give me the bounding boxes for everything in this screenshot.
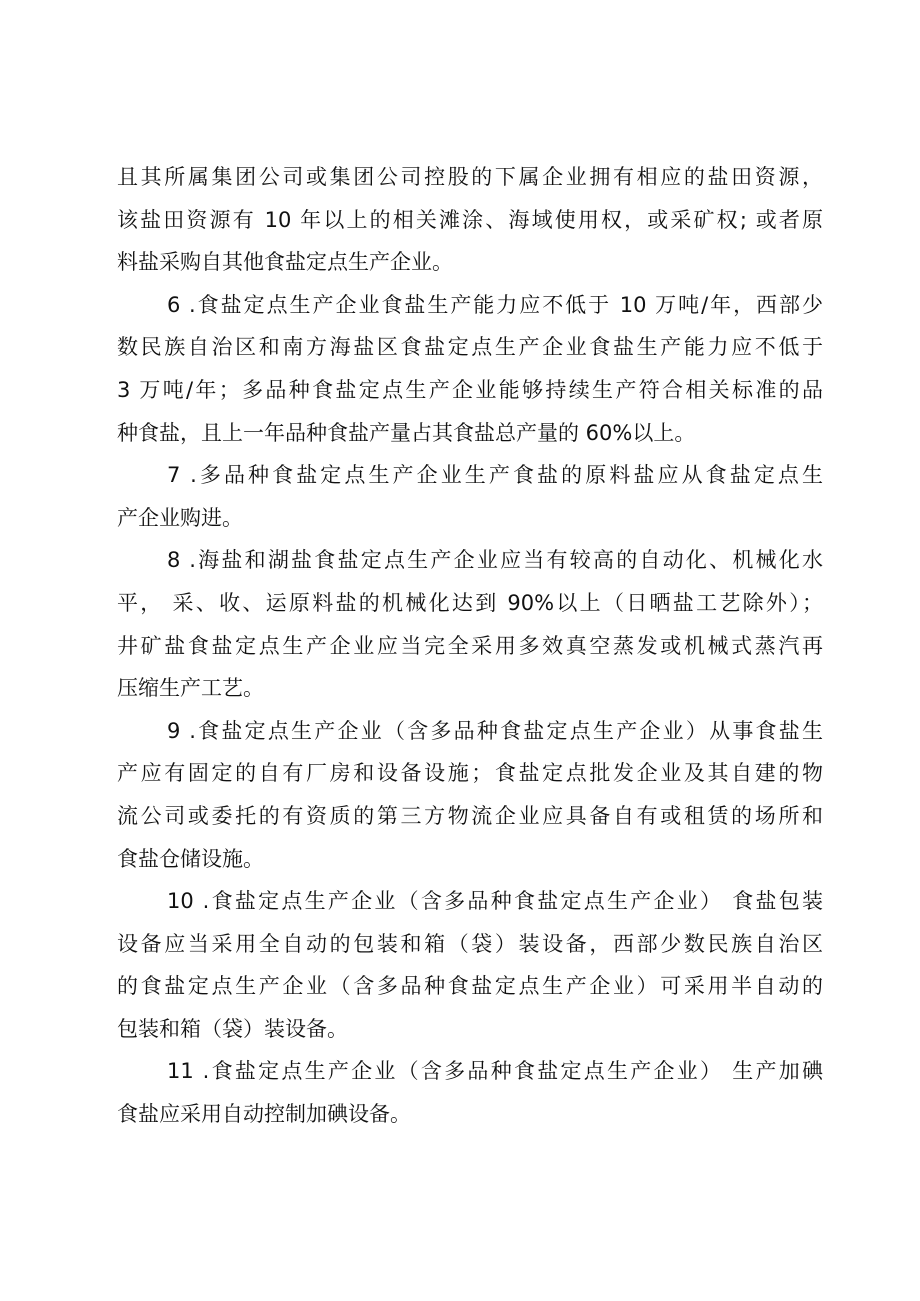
text-line: 流公司或委托的有资质的第三方物流企业应具备自有或租赁的场所和: [117, 803, 823, 828]
text-line: 7 .多品种食盐定点生产企业生产食盐的原料盐应从食盐定点生: [167, 463, 823, 488]
text-line: 3 万吨/年；多品种食盐定点生产企业能够持续生产符合相关标准的品: [117, 377, 823, 402]
text-line: 11 .食盐定点生产企业（含多品种食盐定点生产企业） 生产加碘: [167, 1059, 823, 1084]
paragraph-item-6: [117, 284, 823, 454]
text-line: 平， 采、收、运原料盐的机械化达到 90%以上（日晒盐工艺除外）；: [117, 590, 823, 615]
text-line: 9 .食盐定点生产企业（含多品种食盐定点生产企业）从事食盐生: [167, 718, 823, 743]
paragraph-item-10: [117, 880, 823, 1050]
paragraph-item-8: [117, 539, 823, 709]
text-line: 8 .海盐和湖盐食盐定点生产企业应当有较高的自动化、机械化水: [167, 548, 823, 573]
text-line: 10 .食盐定点生产企业（含多品种食盐定点生产企业） 食盐包装: [167, 889, 823, 914]
text-line: 的食盐定点生产企业（含多品种食盐定点生产企业）可采用半自动的: [117, 974, 823, 999]
paragraph-continuation: [117, 156, 823, 284]
document-body: [117, 156, 823, 1136]
text-line: 种食盐，且上一年品种食盐产量占其食盐总产量的 60%以上。: [117, 420, 696, 445]
paragraph-item-11: [117, 1050, 823, 1135]
text-line: 产企业购进。: [117, 505, 243, 530]
text-line: 数民族自治区和南方海盐区食盐定点生产企业食盐生产能力应不低于: [117, 335, 823, 360]
paragraph-item-9: [117, 710, 823, 880]
text-line: 且其所属集团公司或集团公司控股的下属企业拥有相应的盐田资源，: [117, 165, 823, 189]
text-line: 产应有固定的自有厂房和设备设施；食盐定点批发企业及其自建的物: [117, 761, 823, 786]
text-line: 设备应当采用全自动的包装和箱（袋）装设备，西部少数民族自治区: [117, 931, 823, 956]
text-line: 食盐应采用自动控制加碘设备。: [117, 1102, 411, 1127]
text-line: 包装和箱（袋）装设备。: [117, 1016, 348, 1041]
text-line: 料盐采购自其他食盐定点生产企业。: [117, 250, 453, 275]
text-line: 井矿盐食盐定点生产企业应当完全采用多效真空蒸发或机械式蒸汽再: [117, 633, 823, 658]
text-line: 食盐仓储设施。: [117, 846, 264, 871]
text-line: 该盐田资源有 10 年以上的相关滩涂、海域使用权，或采矿权; 或者原: [117, 207, 823, 232]
text-line: 压缩生产工艺。: [117, 676, 264, 701]
paragraph-item-7: [117, 454, 823, 539]
text-line: 6 .食盐定点生产企业食盐生产能力应不低于 10 万吨/年，西部少: [167, 292, 823, 317]
